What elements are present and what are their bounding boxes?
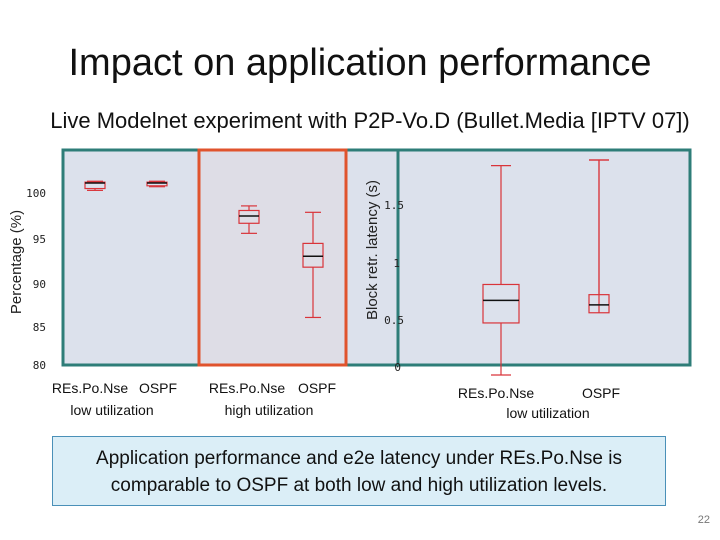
left-ytick-label: 100 <box>26 187 46 200</box>
right-plot-background <box>398 150 690 365</box>
right-ytick-label: 0 <box>394 361 401 374</box>
caption-text: Application performance and e2e latency under REs.Po.Nse is comparable to OSPF at both low and high utilization levels. <box>96 448 622 496</box>
xcat-label: REs.Po.Nse <box>51 380 129 396</box>
slide-number: 22 <box>697 514 710 526</box>
xcat-label: OSPF <box>138 380 178 396</box>
xgroup-label: low utilization <box>506 405 590 421</box>
slide-subtitle: Live Modelnet experiment with P2P-Vo.D (Bullet.Media [IPTV 07]) <box>50 108 690 133</box>
xgroup-label: low utilization <box>70 402 154 418</box>
xcat-label: REs.Po.Nse <box>208 380 286 396</box>
left-ytick-label: 85 <box>32 321 46 334</box>
left-y-ticks <box>26 187 46 372</box>
right-ylabel: Block retr. latency (s) <box>364 179 381 321</box>
xgroup-label: high utilization <box>224 402 314 418</box>
left-ylabel: Percentage (%) <box>8 209 25 315</box>
left-ytick-label: 95 <box>32 233 46 246</box>
right-ytick-label: 0.5 <box>384 314 404 327</box>
slide-title: Impact on application performance <box>68 42 652 84</box>
xcat-label: OSPF <box>581 385 621 401</box>
xcat-label: REs.Po.Nse <box>457 385 535 401</box>
left-ytick-label: 80 <box>32 359 46 372</box>
xcat-label: OSPF <box>297 380 337 396</box>
right-ytick-label: 1.5 <box>384 199 404 212</box>
high-utilization-highlight <box>199 150 346 365</box>
right-ytick-label: 1 <box>393 257 400 270</box>
left-ytick-label: 90 <box>32 278 46 291</box>
caption-box <box>52 436 666 506</box>
